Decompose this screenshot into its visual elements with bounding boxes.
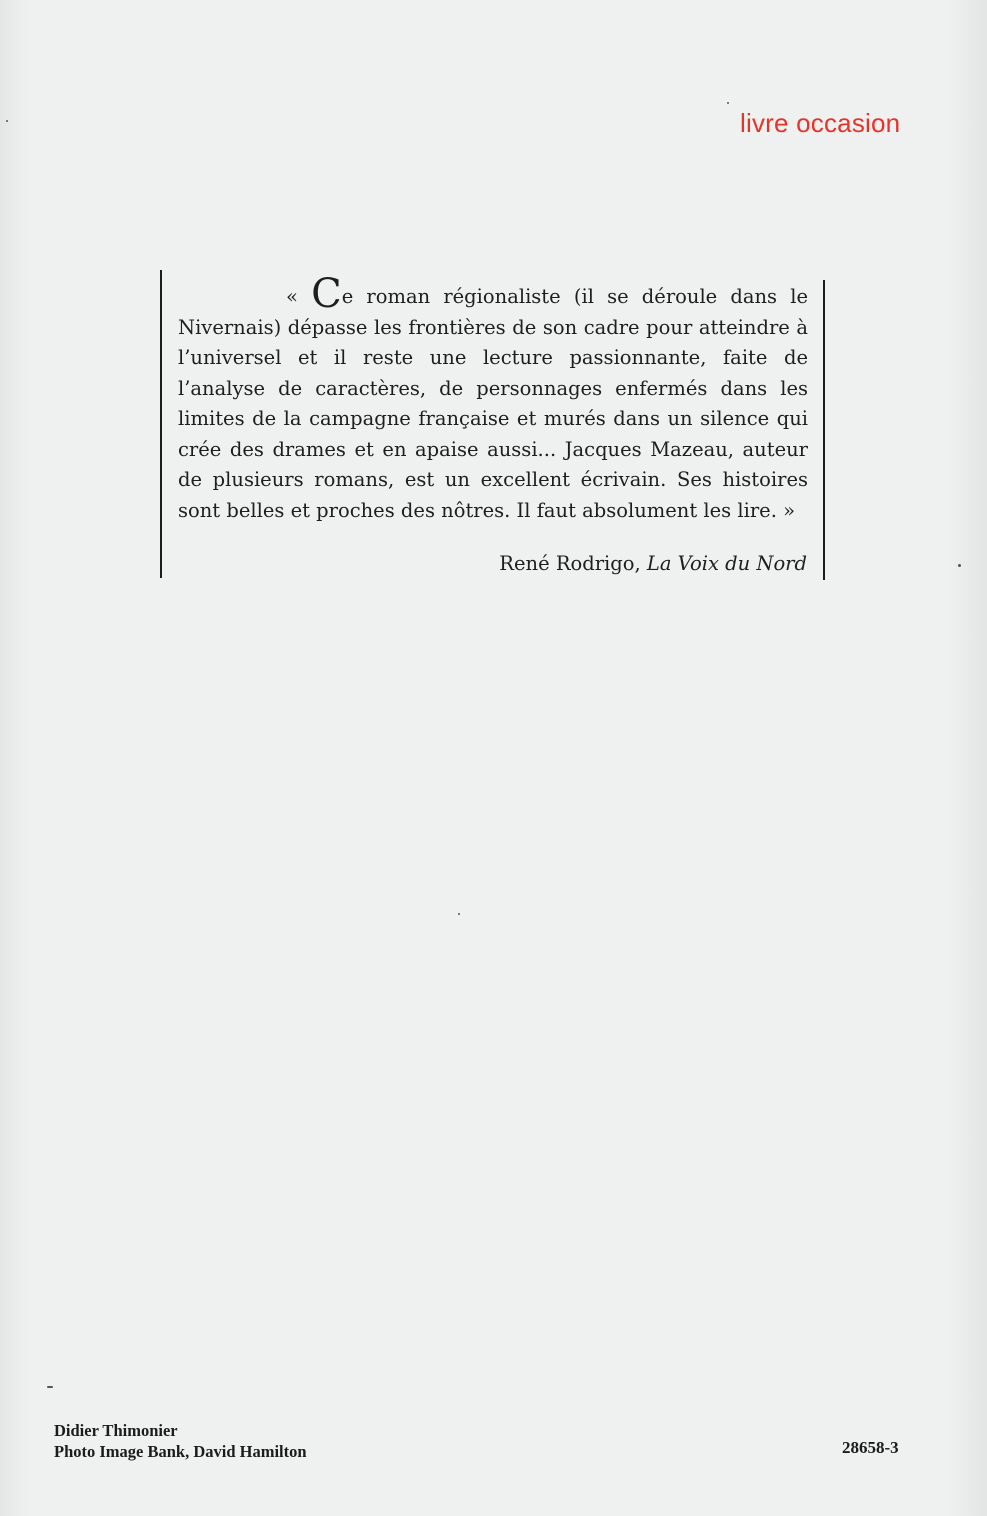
review-quote-box xyxy=(160,270,825,580)
dust-speck xyxy=(458,913,460,915)
review-quote xyxy=(178,271,808,526)
dust-speck xyxy=(47,1386,53,1388)
credit-photo: Photo Image Bank, David Hamilton xyxy=(54,1442,307,1461)
dust-speck xyxy=(727,102,729,104)
quote-right-rule xyxy=(823,280,825,580)
cover-credits xyxy=(54,1420,307,1462)
quote-left-rule xyxy=(160,270,162,578)
quote-body: e roman régionaliste (il se déroule dans le Nivernais) dépasse les frontières de son cadre pour atteindre à l’universel et il reste une lecture passionnante, faite de l’analyse de caractères, de personnages enfermés dans les limites de la campagne française et murés dans un silence qui crée des drames et en apaise aussi... Jacques Mazeau, auteur de plusieurs romans, est un excellent écrivain. Ses histoires sont belles et proches des nôtres. Il faut absolument les lire. » xyxy=(178,285,808,522)
credit-designer: Didier Thimonier xyxy=(54,1421,178,1440)
quote-author: René Rodrigo, xyxy=(499,552,641,575)
dust-speck xyxy=(958,564,961,567)
quote-source: La Voix du Nord xyxy=(646,552,807,575)
dust-speck xyxy=(6,120,8,122)
quote-attribution xyxy=(499,552,807,575)
watermark-label: livre occasion xyxy=(740,108,901,138)
book-code: 28658-3 xyxy=(842,1438,899,1457)
quote-dropcap: C xyxy=(311,271,342,317)
quote-open-mark: « xyxy=(286,285,298,308)
